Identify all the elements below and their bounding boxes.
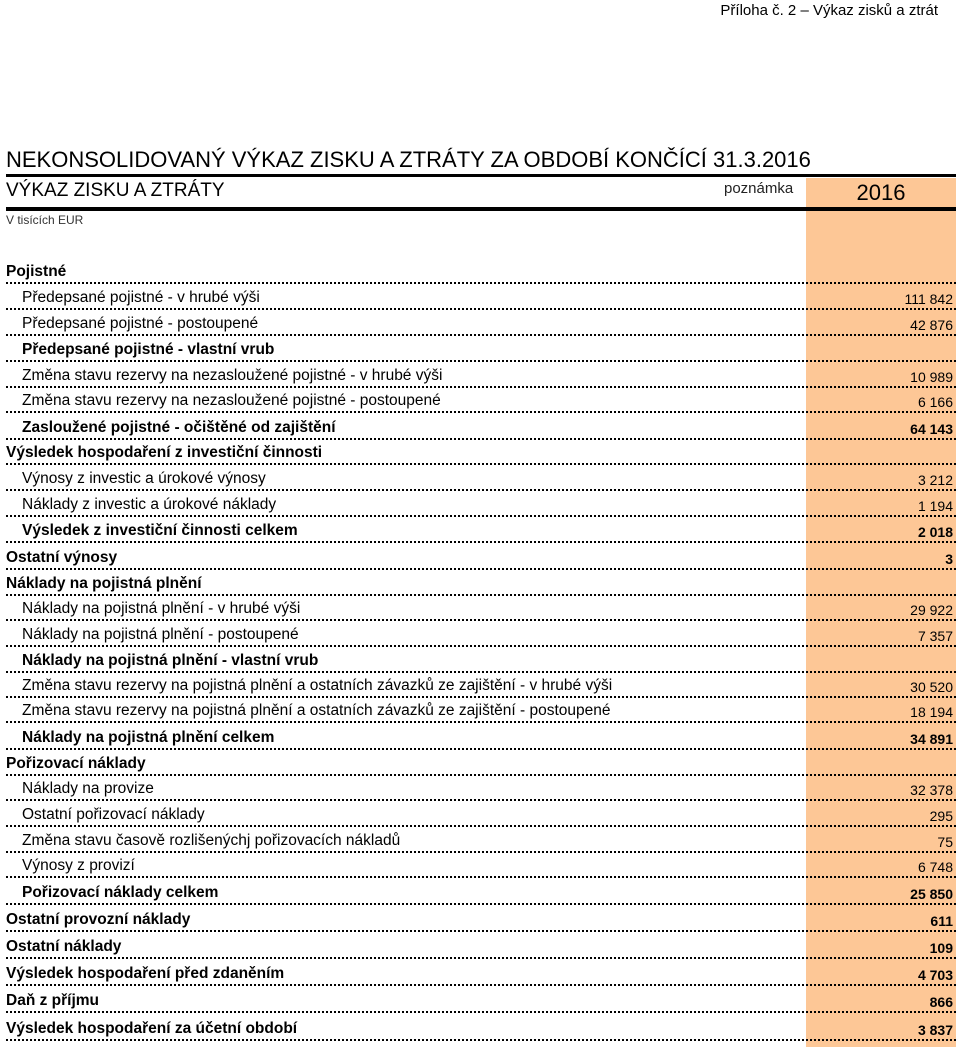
table-row [6, 622, 956, 647]
table-row [6, 725, 956, 750]
table-row [6, 1016, 956, 1041]
year-column-header: 2016 [806, 178, 956, 208]
page-title: NEKONSOLIDOVANÝ VÝKAZ ZISKU A ZTRÁTY ZA OBDOBÍ KONČÍCÍ 31.3.2016 [6, 147, 811, 172]
row-value: 866 [929, 994, 953, 1010]
row-label: Ostatní výnosy [6, 549, 118, 566]
row-value: 111 842 [904, 291, 953, 307]
row-value: 2 018 [917, 524, 953, 540]
table-row [6, 466, 956, 491]
table-row [6, 363, 956, 388]
row-label: Náklady na provize [22, 780, 154, 797]
row-label: Náklady na pojistná plnění [6, 575, 202, 592]
table-row [6, 880, 956, 905]
row-value: 29 922 [910, 602, 953, 618]
row-value: 10 989 [910, 369, 953, 385]
row-label: Změna stavu časově rozlišenýchj pořizovacích nákladů [22, 832, 401, 849]
row-value: 75 [937, 834, 953, 850]
row-label: Zasloužené pojistné - očištěné od zajištění [22, 419, 336, 436]
row-label: Výsledek z investiční činnosti celkem [22, 522, 298, 539]
row-label: Výnosy z provizí [22, 857, 135, 874]
table-row [6, 988, 956, 1013]
row-value: 25 850 [910, 886, 953, 902]
table-row [6, 545, 956, 570]
table-row [6, 828, 956, 853]
row-label: Změna stavu rezervy na pojistná plnění a ostatních závazků ze zajištění - v hrubé výši [22, 677, 613, 694]
row-label: Náklady na pojistná plnění - vlastní vrub [22, 652, 319, 669]
table-row [6, 961, 956, 986]
table-row [6, 596, 956, 621]
row-value: 6 166 [917, 394, 953, 410]
table-row [6, 492, 956, 517]
row-value: 7 357 [917, 628, 953, 644]
row-label: Pojistné [6, 263, 67, 280]
note-column-header: poznámka [724, 180, 794, 197]
row-value: 34 891 [910, 731, 953, 747]
row-label: Náklady na pojistná plnění celkem [22, 729, 275, 746]
row-value: 3 212 [917, 472, 953, 488]
table-row [6, 440, 956, 465]
row-value: 3 [945, 551, 953, 567]
row-label: Ostatní pořizovací náklady [22, 806, 205, 823]
row-value: 32 378 [910, 782, 953, 798]
table-row [6, 751, 956, 776]
table-row [6, 802, 956, 827]
table-row [6, 853, 956, 878]
row-label: Výsledek hospodaření před zdaněním [6, 965, 285, 982]
row-label: Ostatní náklady [6, 938, 122, 955]
attachment-label: Příloha č. 2 – Výkaz zisků a ztrát [720, 2, 938, 19]
row-label: Výsledek hospodaření za účetní období [6, 1020, 298, 1037]
row-value: 4 703 [917, 967, 953, 983]
table-row [6, 259, 956, 284]
table-row [6, 648, 956, 673]
row-label: Pořizovací náklady [6, 755, 146, 772]
row-value: 109 [929, 940, 953, 956]
row-label: Pořizovací náklady celkem [22, 884, 219, 901]
table-row [6, 673, 956, 698]
row-label: Ostatní provozní náklady [6, 911, 191, 928]
table-row [6, 571, 956, 596]
row-value: 3 837 [917, 1022, 953, 1038]
row-label: Náklady na pojistná plnění - postoupené [22, 626, 299, 643]
units-label: V tisících EUR [6, 213, 84, 227]
table-row [6, 698, 956, 723]
row-label: Změna stavu rezervy na nezasloužené pojistné - postoupené [22, 392, 441, 409]
statement-subtitle: VÝKAZ ZISKU A ZTRÁTY [6, 180, 225, 201]
row-value: 64 143 [910, 421, 953, 437]
table-row [6, 518, 956, 543]
table-row [6, 337, 956, 362]
row-label: Změna stavu rezervy na pojistná plnění a ostatních závazků ze zajištění - postoupené [22, 702, 611, 719]
row-label: Daň z příjmu [6, 992, 100, 1009]
row-value: 295 [929, 808, 953, 824]
row-label: Náklady na pojistná plnění - v hrubé výši [22, 600, 301, 617]
row-value: 611 [930, 913, 953, 929]
table-row [6, 285, 956, 310]
row-value: 30 520 [910, 679, 953, 695]
row-label: Náklady z investic a úrokové náklady [22, 496, 277, 513]
row-label: Předepsané pojistné - v hrubé výši [22, 289, 260, 306]
table-row [6, 388, 956, 413]
row-value: 1 194 [917, 498, 953, 514]
row-label: Výnosy z investic a úrokové výnosy [22, 470, 266, 487]
row-value: 42 876 [910, 317, 953, 333]
table-row [6, 415, 956, 440]
table-row [6, 311, 956, 336]
row-value: 18 194 [910, 704, 953, 720]
row-label: Předepsané pojistné - vlastní vrub [22, 341, 275, 358]
row-label: Změna stavu rezervy na nezasloužené pojistné - v hrubé výši [22, 367, 443, 384]
table-row [6, 907, 956, 932]
row-label: Předepsané pojistné - postoupené [22, 315, 259, 332]
row-value: 6 748 [917, 859, 953, 875]
table-row [6, 776, 956, 801]
row-label: Výsledek hospodaření z investiční činnosti [6, 444, 323, 461]
table-row [6, 934, 956, 959]
